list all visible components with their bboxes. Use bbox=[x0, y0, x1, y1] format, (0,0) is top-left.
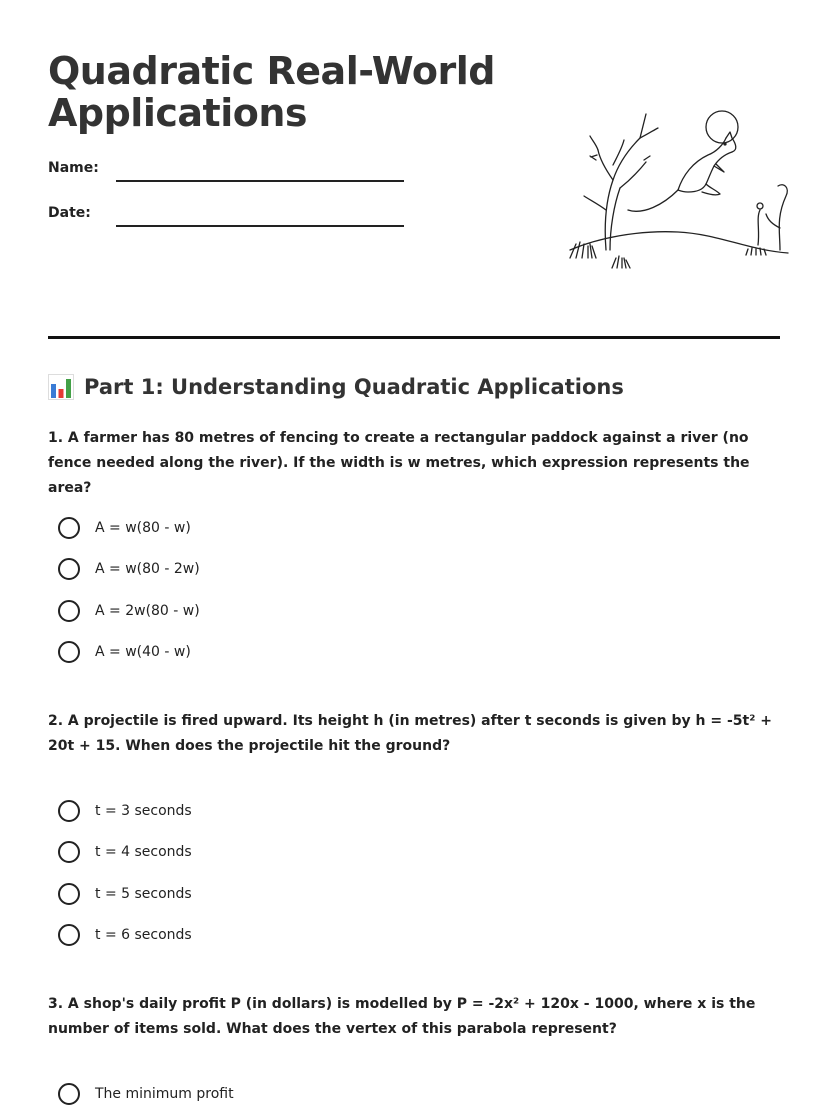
bar-chart-icon bbox=[48, 374, 74, 400]
question-2-text: 2. A projectile is fired upward. Its height h (in metres) after t seconds is given by h = -5t² + 20t + 15. When does the projectile hit the ground? bbox=[48, 713, 772, 754]
question-3-options bbox=[58, 1073, 458, 1115]
radio-button[interactable] bbox=[58, 841, 80, 863]
radio-button[interactable] bbox=[58, 1083, 80, 1105]
question-1-text: 1. A farmer has 80 metres of fencing to create a rectangular paddock against a river (no fence needed along the river). If the width is w metres, which expression represents the area? bbox=[48, 430, 750, 496]
worksheet-page bbox=[48, 0, 780, 1118]
question-1-option-c[interactable]: A = 2w(80 - w) bbox=[58, 590, 458, 632]
question-2-options bbox=[58, 790, 458, 956]
radio-button[interactable] bbox=[58, 558, 80, 580]
question-1-option-d[interactable]: A = w(40 - w) bbox=[58, 632, 458, 674]
question-2-option-b[interactable]: t = 4 seconds bbox=[58, 832, 458, 874]
date-label: Date: bbox=[48, 205, 91, 221]
name-label: Name: bbox=[48, 160, 99, 176]
question-3-option-a[interactable]: The minimum profit bbox=[58, 1073, 458, 1115]
question-1-options bbox=[58, 507, 458, 673]
question-2-option-a[interactable]: t = 3 seconds bbox=[58, 790, 458, 832]
question-1-option-a[interactable]: A = w(80 - w) bbox=[58, 507, 458, 549]
radio-button[interactable] bbox=[58, 641, 80, 663]
question-3-text: 3. A shop's daily profit P (in dollars) is modelled by P = -2x² + 120x - 1000, where x is the number of items sold. What does the vertex of this parabola represent? bbox=[48, 996, 756, 1037]
radio-button[interactable] bbox=[58, 517, 80, 539]
kangaroo-landscape-icon bbox=[518, 100, 798, 275]
date-line[interactable] bbox=[116, 225, 404, 227]
name-field bbox=[48, 160, 408, 190]
radio-button[interactable] bbox=[58, 924, 80, 946]
section-divider bbox=[48, 336, 780, 339]
name-line[interactable] bbox=[116, 180, 404, 182]
part1-title: Part 1: Understanding Quadratic Applications bbox=[84, 375, 624, 399]
part1-heading bbox=[48, 374, 624, 400]
radio-button[interactable] bbox=[58, 883, 80, 905]
radio-button[interactable] bbox=[58, 800, 80, 822]
question-2-option-c[interactable]: t = 5 seconds bbox=[58, 873, 458, 915]
date-field bbox=[48, 205, 408, 235]
page-title: Quadratic Real-World Applications bbox=[48, 49, 495, 135]
question-2-option-d[interactable]: t = 6 seconds bbox=[58, 915, 458, 957]
question-1-option-b[interactable]: A = w(80 - 2w) bbox=[58, 549, 458, 591]
radio-button[interactable] bbox=[58, 600, 80, 622]
